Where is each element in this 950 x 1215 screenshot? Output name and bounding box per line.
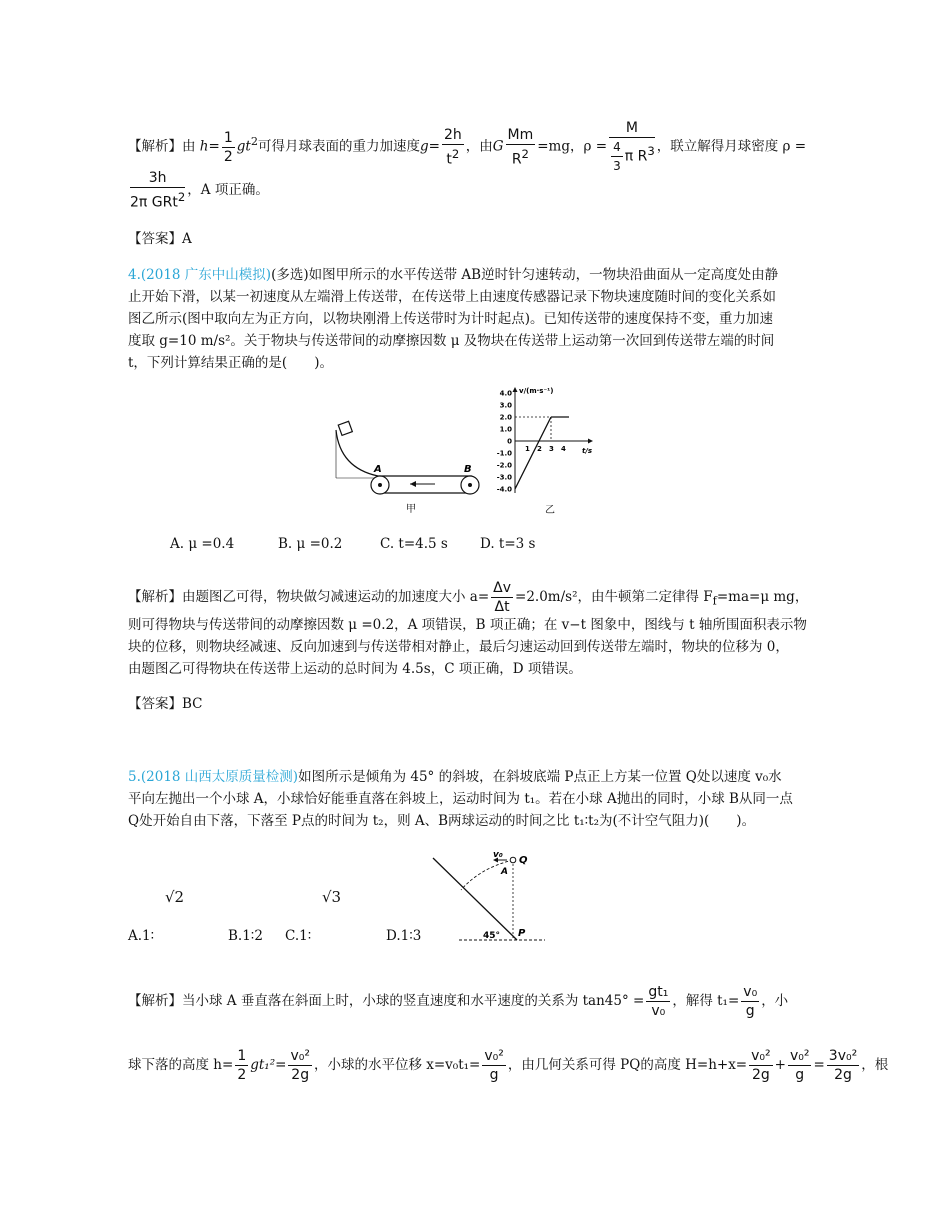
q4-analysis-line2: 则可得物块与传送带间的动摩擦因数 μ =0.2，A 项错误，B 项正确；在 v−t 图象中，图线与 t 轴所围面积表示物 xyxy=(128,617,807,633)
chart-xlabel: t/s xyxy=(582,447,593,455)
figure-label-yi: 乙 xyxy=(545,505,555,516)
label-v0: v₀ xyxy=(493,850,503,860)
fraction xyxy=(506,127,536,168)
text: ，根 xyxy=(861,1057,889,1073)
option-c[interactable]: C. t=4.5 s xyxy=(380,536,448,552)
y-tick-label: 4.0 xyxy=(499,389,512,398)
q4-analysis-line4: 由题图乙可得物块在传送带上运动的总时间为 4.5s，C 项正确，D 项错误。 xyxy=(128,661,582,677)
y-tick-label: -2.0 xyxy=(496,461,512,470)
figure-conveyor xyxy=(330,420,490,515)
x-tick-label: 4 xyxy=(561,445,566,453)
y-tick-label: 2.0 xyxy=(499,413,512,422)
num: v₀² xyxy=(789,1048,810,1064)
q5-analysis-line2 xyxy=(128,1048,888,1083)
text: ，小球的水平位移 x=v₀t₁= xyxy=(313,1057,481,1073)
num: 3h xyxy=(130,170,185,188)
question-source: (2018 山西太原质量检测) xyxy=(140,769,299,785)
answer-tag: 【答案】 xyxy=(128,231,182,247)
answer-tag: 【答案】 xyxy=(128,696,182,712)
q4-line4: 度取 g=10 m/s²。关于物块与传送带间的动摩擦因数 μ 及物块在传送带上运动第一次回到传送带左端的时间 xyxy=(128,333,775,349)
text: 当小球 A 垂直落在斜面上时，小球的竖直速度和水平速度的关系为 tan45° = xyxy=(182,993,645,1009)
den: 2π GRt$^2$ xyxy=(130,190,186,211)
text: t xyxy=(446,151,452,168)
figure-slope xyxy=(425,850,550,945)
text: 可得月球表面的重力加速度 xyxy=(257,138,420,155)
den: 2 xyxy=(223,148,233,165)
q3-analysis-line1: 【解析】由 h= $\frac{1}{2}$ $gt^2$可得月球表面的重力加速度g= $\frac{2h}{t^2}$ ，由G $\frac{Mm}{R^2}$ =mg，ρ = M $\frac{4}{3}$ π $R^3$ ，联立解得月球密度 ρ = xyxy=(128,120,807,173)
q4-line3: 图乙所示(图中取向左为正方向，以物块刚滑上传送带时为计时起点)。已知传送带的速度保持不变，重力加速 xyxy=(128,311,774,327)
answer-value: BC xyxy=(182,696,203,712)
text: ，A 项正确。 xyxy=(187,181,269,198)
fraction xyxy=(130,170,185,211)
analysis-tag: 【解析】 xyxy=(128,589,182,605)
text: =2.0m/s²，由牛顿第二定律得 F xyxy=(515,589,713,605)
text: 由题图乙可得，物块做匀减速运动的加速度大小 a= xyxy=(182,589,490,605)
text: h= xyxy=(199,138,220,155)
num: v₀ xyxy=(743,984,758,1000)
num: v₀² xyxy=(484,1048,504,1064)
num: 1 xyxy=(223,129,233,146)
series-line-accel xyxy=(515,417,551,489)
text: 球下落的高度 h= xyxy=(128,1057,234,1073)
den: 3 xyxy=(613,159,621,173)
question-number: 4. xyxy=(128,267,141,283)
y-tick-label: -3.0 xyxy=(496,473,512,482)
text: 如图所示是倾角为 45° 的斜坡，在斜坡底端 P点正上方某一位置 Q处以速度 v₀水 xyxy=(298,769,782,785)
text: R xyxy=(511,151,522,168)
q5-line3: Q处开始自由下落，下落至 P点的时间为 t₂，则 A、B两球运动的时间之比 t₁∶t₂为(不计空气阻力)( )。 xyxy=(128,813,756,829)
point-label-b: B xyxy=(464,464,472,475)
fraction xyxy=(827,1048,859,1083)
q4-analysis-line3: 块的位移，则物块经减速、反向加速到与传送带相对静止，最后匀速运动回到传送带左端时，物块的位移为 0， xyxy=(128,639,789,655)
x-tick-label: 1 xyxy=(525,445,530,453)
num: 4 xyxy=(611,139,623,157)
text: ，由 xyxy=(465,138,493,155)
label-p: P xyxy=(518,928,526,939)
den: $R^2$ xyxy=(511,146,529,168)
text: =ma=μ mg， xyxy=(716,589,809,605)
question-number: 5. xyxy=(128,769,141,785)
text: (多选)如图甲所示的水平传送带 AB逆时针匀速转动，一物块沿曲面从一定高度处由静 xyxy=(271,267,779,283)
q4-line1 xyxy=(128,266,778,284)
num: v₀² xyxy=(751,1048,771,1064)
fraction xyxy=(609,120,655,174)
left-axle xyxy=(378,483,382,487)
fraction xyxy=(222,130,235,165)
ball-q xyxy=(510,857,516,863)
block-shape xyxy=(338,421,352,435)
fraction xyxy=(288,1048,312,1083)
option-c[interactable]: C.1∶ xyxy=(285,928,312,944)
analysis-tag: 【解析】 xyxy=(128,993,182,1009)
y-tick-label: -4.0 xyxy=(496,485,512,494)
root-2: √2 xyxy=(165,888,185,906)
num: v₀² xyxy=(290,1048,310,1064)
q3-analysis-line2 xyxy=(128,170,269,211)
den: v₀ xyxy=(651,1003,666,1019)
num: Δv xyxy=(493,580,512,596)
den: $\frac{4}{3}$ π $R^3$ xyxy=(613,140,655,173)
text: π R xyxy=(624,148,648,165)
text: 由 xyxy=(182,138,196,155)
den: 2g xyxy=(751,1067,770,1083)
label-a: A xyxy=(501,867,508,877)
text: ，由几何关系可得 PQ的高度 H=h+x= xyxy=(507,1057,748,1073)
fraction xyxy=(482,1048,506,1083)
chart-ylabel: v/(m·s⁻¹) xyxy=(519,387,554,395)
text: =mg， xyxy=(537,138,584,155)
text: ρ = xyxy=(583,138,608,155)
fraction xyxy=(611,139,623,174)
curved-slope xyxy=(336,430,378,476)
fraction xyxy=(788,1048,812,1083)
y-tick-label: -1.0 xyxy=(496,449,512,458)
option-a[interactable]: A.1∶ xyxy=(128,928,155,944)
q4-answer xyxy=(128,695,203,713)
den: $t^2$ xyxy=(446,146,460,168)
text: + xyxy=(774,1057,786,1073)
figure-label-jia: 甲 xyxy=(406,504,416,515)
y-tick-label: 1.0 xyxy=(499,425,512,434)
num: gt₁ xyxy=(648,984,669,1000)
q4-analysis-line1 xyxy=(128,580,808,615)
x-tick-label: 2 xyxy=(537,445,542,453)
fraction xyxy=(442,127,464,168)
den: 2g xyxy=(291,1067,310,1083)
text: = xyxy=(813,1057,825,1073)
point-label-a: A xyxy=(374,464,382,475)
text: ，解得 t₁= xyxy=(672,993,740,1009)
option-b[interactable]: B. μ =0.2 xyxy=(278,536,343,552)
den: 2 xyxy=(237,1067,247,1083)
fraction xyxy=(741,984,759,1019)
q5-line1 xyxy=(128,768,782,786)
q4-line2: 止开始下滑，以某一初速度从左端滑上传送带，在传送带上由速度传感器记录下物块速度随时间的变化关系如 xyxy=(128,289,776,305)
den: g xyxy=(745,1003,755,1019)
text: gt₁²= xyxy=(250,1057,287,1073)
figure-vt-chart xyxy=(485,385,595,515)
root-3: √3 xyxy=(322,888,342,906)
text: ，小 xyxy=(761,993,789,1009)
label-angle: 45° xyxy=(483,931,501,941)
y-tick-label: 0 xyxy=(507,437,512,446)
text: ，联立解得月球密度 ρ = xyxy=(656,138,807,155)
option-d[interactable]: D.1∶3 xyxy=(386,928,422,944)
num: Mm xyxy=(507,126,534,143)
chart-lines xyxy=(515,417,569,489)
fraction xyxy=(235,1048,248,1083)
den: Δt xyxy=(494,599,510,615)
x-axis-arrow-icon xyxy=(588,439,593,444)
fraction xyxy=(646,984,670,1019)
num: 3v₀² xyxy=(828,1048,858,1064)
fraction xyxy=(491,580,513,615)
num: 2h xyxy=(443,126,462,143)
den: 2g xyxy=(834,1067,852,1083)
den: g xyxy=(795,1067,805,1083)
answer-value: A xyxy=(182,231,192,247)
q4-line5: t，下列计算结果正确的是( )。 xyxy=(128,355,333,371)
num: 1 xyxy=(237,1048,247,1064)
subscript: f xyxy=(712,594,717,608)
text: 2π GRt xyxy=(130,194,178,211)
belt-arrow-icon xyxy=(410,481,416,487)
den: g xyxy=(489,1067,499,1083)
y-axis-arrow-icon xyxy=(513,387,518,392)
num: M xyxy=(609,120,655,138)
analysis-tag: 【解析】 xyxy=(128,138,182,155)
q3-answer xyxy=(128,230,192,248)
question-source: (2018 广东中山模拟) xyxy=(140,267,272,283)
text: gt xyxy=(236,138,251,155)
y-tick-label: 3.0 xyxy=(499,401,512,410)
text: G xyxy=(492,138,504,155)
option-d[interactable]: D. t=3 s xyxy=(480,536,536,552)
label-q: Q xyxy=(519,855,528,866)
fraction xyxy=(749,1048,773,1083)
option-a[interactable]: A. μ =0.4 xyxy=(170,536,235,552)
right-axle xyxy=(468,483,472,487)
text: g= xyxy=(419,138,440,155)
q5-analysis-line1 xyxy=(128,984,788,1019)
q5-line2: 平向左抛出一个小球 A，小球恰好能垂直落在斜坡上，运动时间为 t₁。若在小球 A抛出的同时，小球 B从同一点 xyxy=(128,791,793,807)
option-b[interactable]: B.1∶2 xyxy=(228,928,263,944)
x-tick-label: 3 xyxy=(549,445,554,453)
